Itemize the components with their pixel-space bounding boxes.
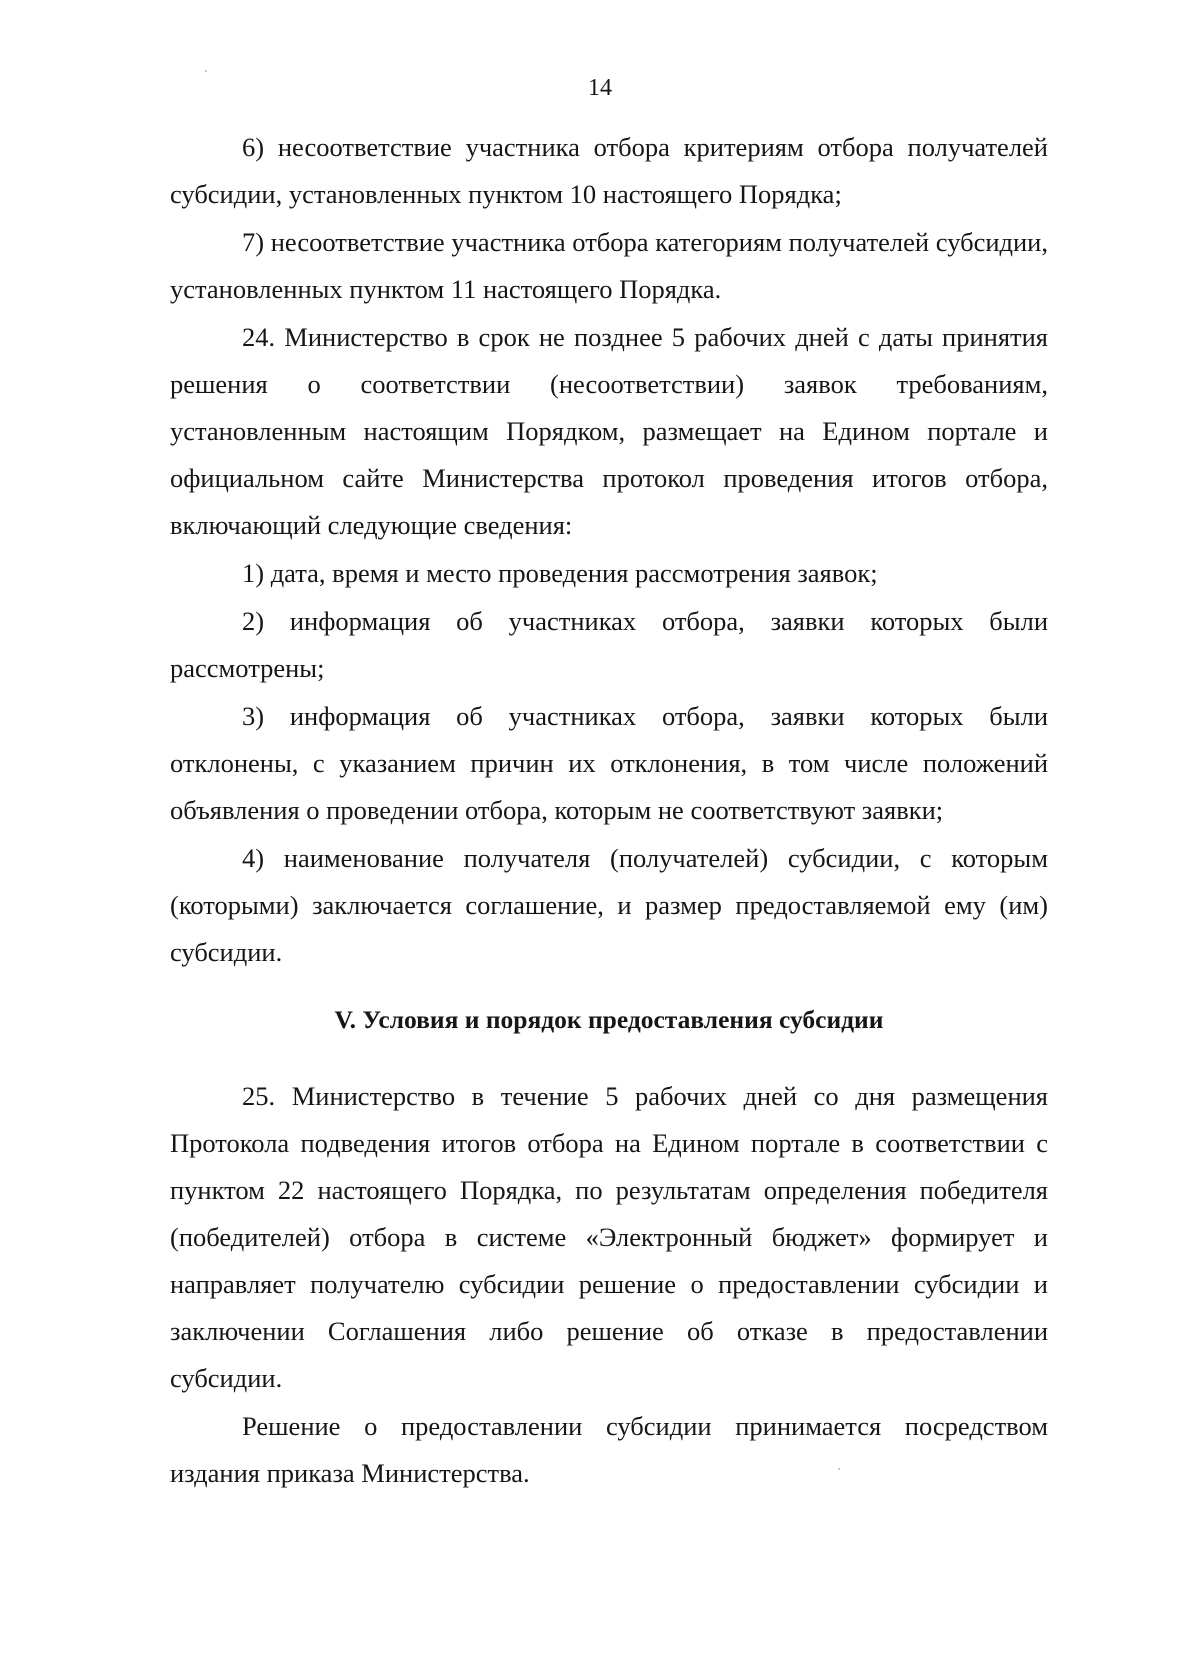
paragraph-clause-24: 24. Министерство в срок не позднее 5 рабочих дней с даты принятия решения о соответствии (несоответствии) заявок требованиям, установленным настоящим Порядком, размещает на Едином портале и официальном сайте Министерства протокол проведения итогов отбора, включающий следующие сведения: [170,322,1048,540]
document-body [170,124,1048,1498]
paragraph-item-2: 2) информация об участниках отбора, заявки которых были рассмотрены; [170,606,1048,683]
paragraph-item-7: 7) несоответствие участника отбора категориям получателей субсидии, установленных пунктом 11 настоящего Порядка. [170,227,1048,304]
paragraph-item-1: 1) дата, время и место проведения рассмотрения заявок; [242,558,878,588]
scan-speck [205,70,207,72]
page-number: 14 [588,75,612,101]
section-heading: V. Условия и порядок предоставления субсидии [334,1005,884,1034]
paragraph-item-3: 3) информация об участниках отбора, заявки которых были отклонены, с указанием причин их отклонения, в том числе положений объявления о проведении отбора, которым не соответствуют заявки; [170,701,1048,825]
paragraph-item-4: 4) наименование получателя (получателей) субсидии, с которым (которыми) заключается соглашение, и размер предоставляемой ему (им) субсидии. [170,843,1048,967]
paragraph-decision: Решение о предоставлении субсидии принимается посредством издания приказа Министерства. [170,1411,1048,1488]
paragraph-item-6: 6) несоответствие участника отбора критериям отбора получателей субсидии, установленных пунктом 10 настоящего Порядка; [170,132,1048,209]
paragraph-clause-25: 25. Министерство в течение 5 рабочих дней со дня размещения Протокола подведения итогов отбора на Едином портале в соответствии с пунктом 22 настоящего Порядка, по результатам определения победителя (победителей) отбора в системе «Электронный бюджет» формирует и направляет получателю субсидии решение о предоставлении субсидии и заключении Соглашения либо решение об отказе в предоставлении субсидии. [170,1081,1048,1393]
